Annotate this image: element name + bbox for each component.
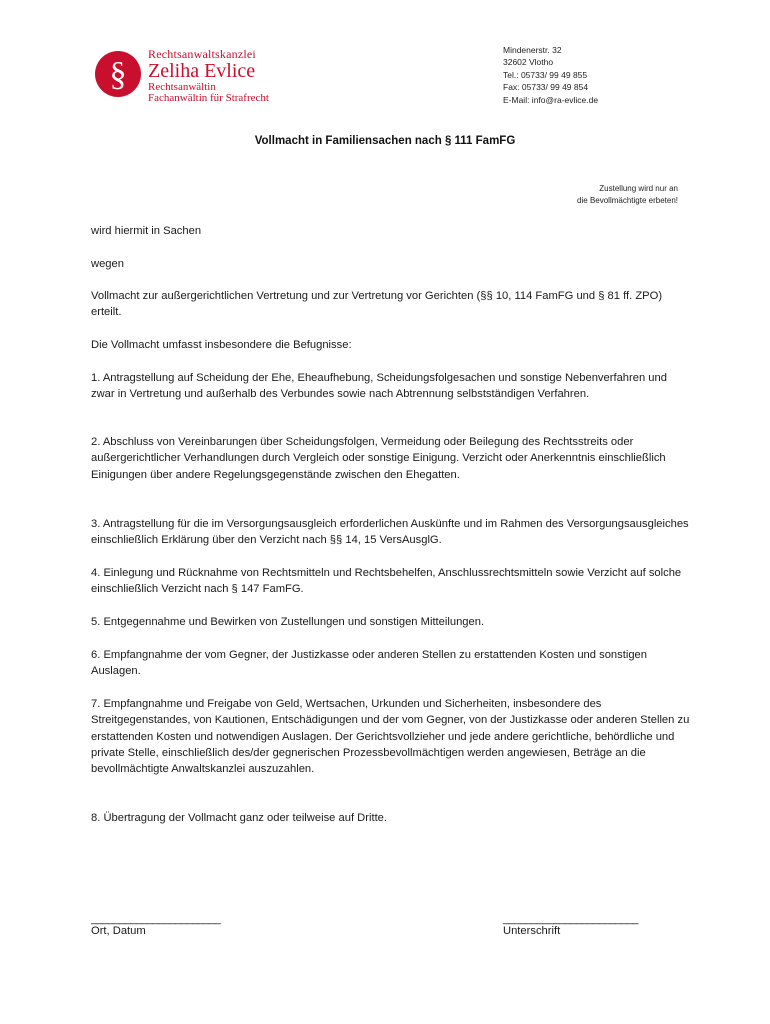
signature-line-signature: ________________________ bbox=[503, 913, 638, 925]
paragraph-item-6: 6. Empfangnahme der vom Gegner, der Justizkasse oder anderen Stellen zu erstattenden Kosten und sonstigen Auslagen. bbox=[91, 649, 647, 678]
signature-line-place-date: _______________________ bbox=[91, 913, 221, 925]
logo-firm-name: Zeliha Evlice bbox=[148, 60, 256, 82]
section-sign-icon bbox=[94, 50, 142, 98]
address-tel: Tel.: 05733/ 99 49 855 bbox=[503, 69, 588, 80]
signature-label-signature: Unterschrift bbox=[503, 925, 561, 937]
logo-specialty: Fachanwältin für Strafrecht bbox=[148, 92, 269, 104]
svg-text:§: § bbox=[109, 56, 127, 93]
address-fax: Fax: 05733/ 99 49 854 bbox=[503, 82, 589, 93]
paragraph-in-sachen: wird hiermit in Sachen bbox=[91, 225, 202, 237]
delivery-note-line1: Zustellung wird nur an bbox=[599, 184, 678, 193]
letterhead-text bbox=[148, 48, 269, 104]
letterhead-logo bbox=[94, 48, 304, 104]
delivery-note bbox=[577, 183, 678, 207]
paragraph-wegen: wegen bbox=[91, 258, 124, 270]
paragraph-item-8: 8. Übertragung der Vollmacht ganz oder teilweise auf Dritte. bbox=[91, 812, 388, 824]
address-block bbox=[503, 44, 598, 106]
paragraph-item-3: 3. Antragstellung für die im Versorgungsausgleich erforderlichen Auskünfte und im Rahmen des Versorgungsausgleiches einschließlich Erklärung über den Verzicht nach §§ 14, 15 VersAusglG. bbox=[91, 518, 689, 547]
signature-label-place-date: Ort, Datum bbox=[91, 925, 146, 937]
paragraph-vollmacht: Vollmacht zur außergerichtlichen Vertretung und zur Vertretung vor Gerichten (§§ 10, 114 FamFG und § 81 ff. ZPO) erteilt. bbox=[91, 290, 663, 319]
paragraph-item-4: 4. Einlegung und Rücknahme von Rechtsmitteln und Rechtsbehelfen, Anschlussrechtsmitteln sowie Verzicht auf solche einschließlich Verzicht nach § 147 FamFG. bbox=[91, 567, 682, 596]
document-title: Vollmacht in Familiensachen nach § 111 FamFG bbox=[254, 135, 516, 147]
logo-firm-type: Rechtsanwaltskanzlei bbox=[148, 47, 256, 61]
address-email[interactable]: E-Mail: info@ra-evlice.de bbox=[503, 94, 599, 105]
address-city: 32602 Vlotho bbox=[503, 57, 554, 68]
delivery-note-line2: die Bevollmächtigte erbeten! bbox=[577, 196, 678, 205]
logo-title: Rechtsanwältin bbox=[148, 81, 216, 93]
address-street: Mindenerstr. 32 bbox=[503, 45, 562, 55]
paragraph-item-5: 5. Entgegennahme und Bewirken von Zustellungen und sonstigen Mitteilungen. bbox=[91, 616, 485, 628]
paragraph-item-2: 2. Abschluss von Vereinbarungen über Scheidungsfolgen, Vermeidung oder Beilegung des Rechtsstreits oder außergerichtlicher Verhandlungen durch Vergleich oder sonstige Einigung. Verzicht oder Anerkenntnis einschließlich Einigungen über andere Regelungsgegenstände zwischen den Ehegatten. bbox=[91, 436, 666, 481]
paragraph-befugnisse-intro: Die Vollmacht umfasst insbesondere die Befugnisse: bbox=[91, 339, 352, 351]
paragraph-item-7: 7. Empfangnahme und Freigabe von Geld, Wertsachen, Urkunden und Sicherheiten, insbesondere des Streitgegenstandes, von Kautionen, Entschädigungen und der vom Gegner, von der Justizkasse oder anderen Stellen zu erstattenden Kosten und notwendigen Auslagen. Der Gerichtsvollzieher und jede andere gerichtliche, behördliche und private Stelle, einschließlich des/der gegnerischen Prozessbevollmächtigen werden angewiesen, Beträge an die bevollmächtigte Anwaltskanzlei auszuzahlen. bbox=[91, 698, 690, 776]
paragraph-item-1: 1. Antragstellung auf Scheidung der Ehe, Eheaufhebung, Scheidungsfolgesachen und sonstige Nebenverfahren und zwar in Vertretung und außerhalb des Verbundes sowie nach Abtrennung selbstständigen Verfahren. bbox=[91, 372, 667, 401]
